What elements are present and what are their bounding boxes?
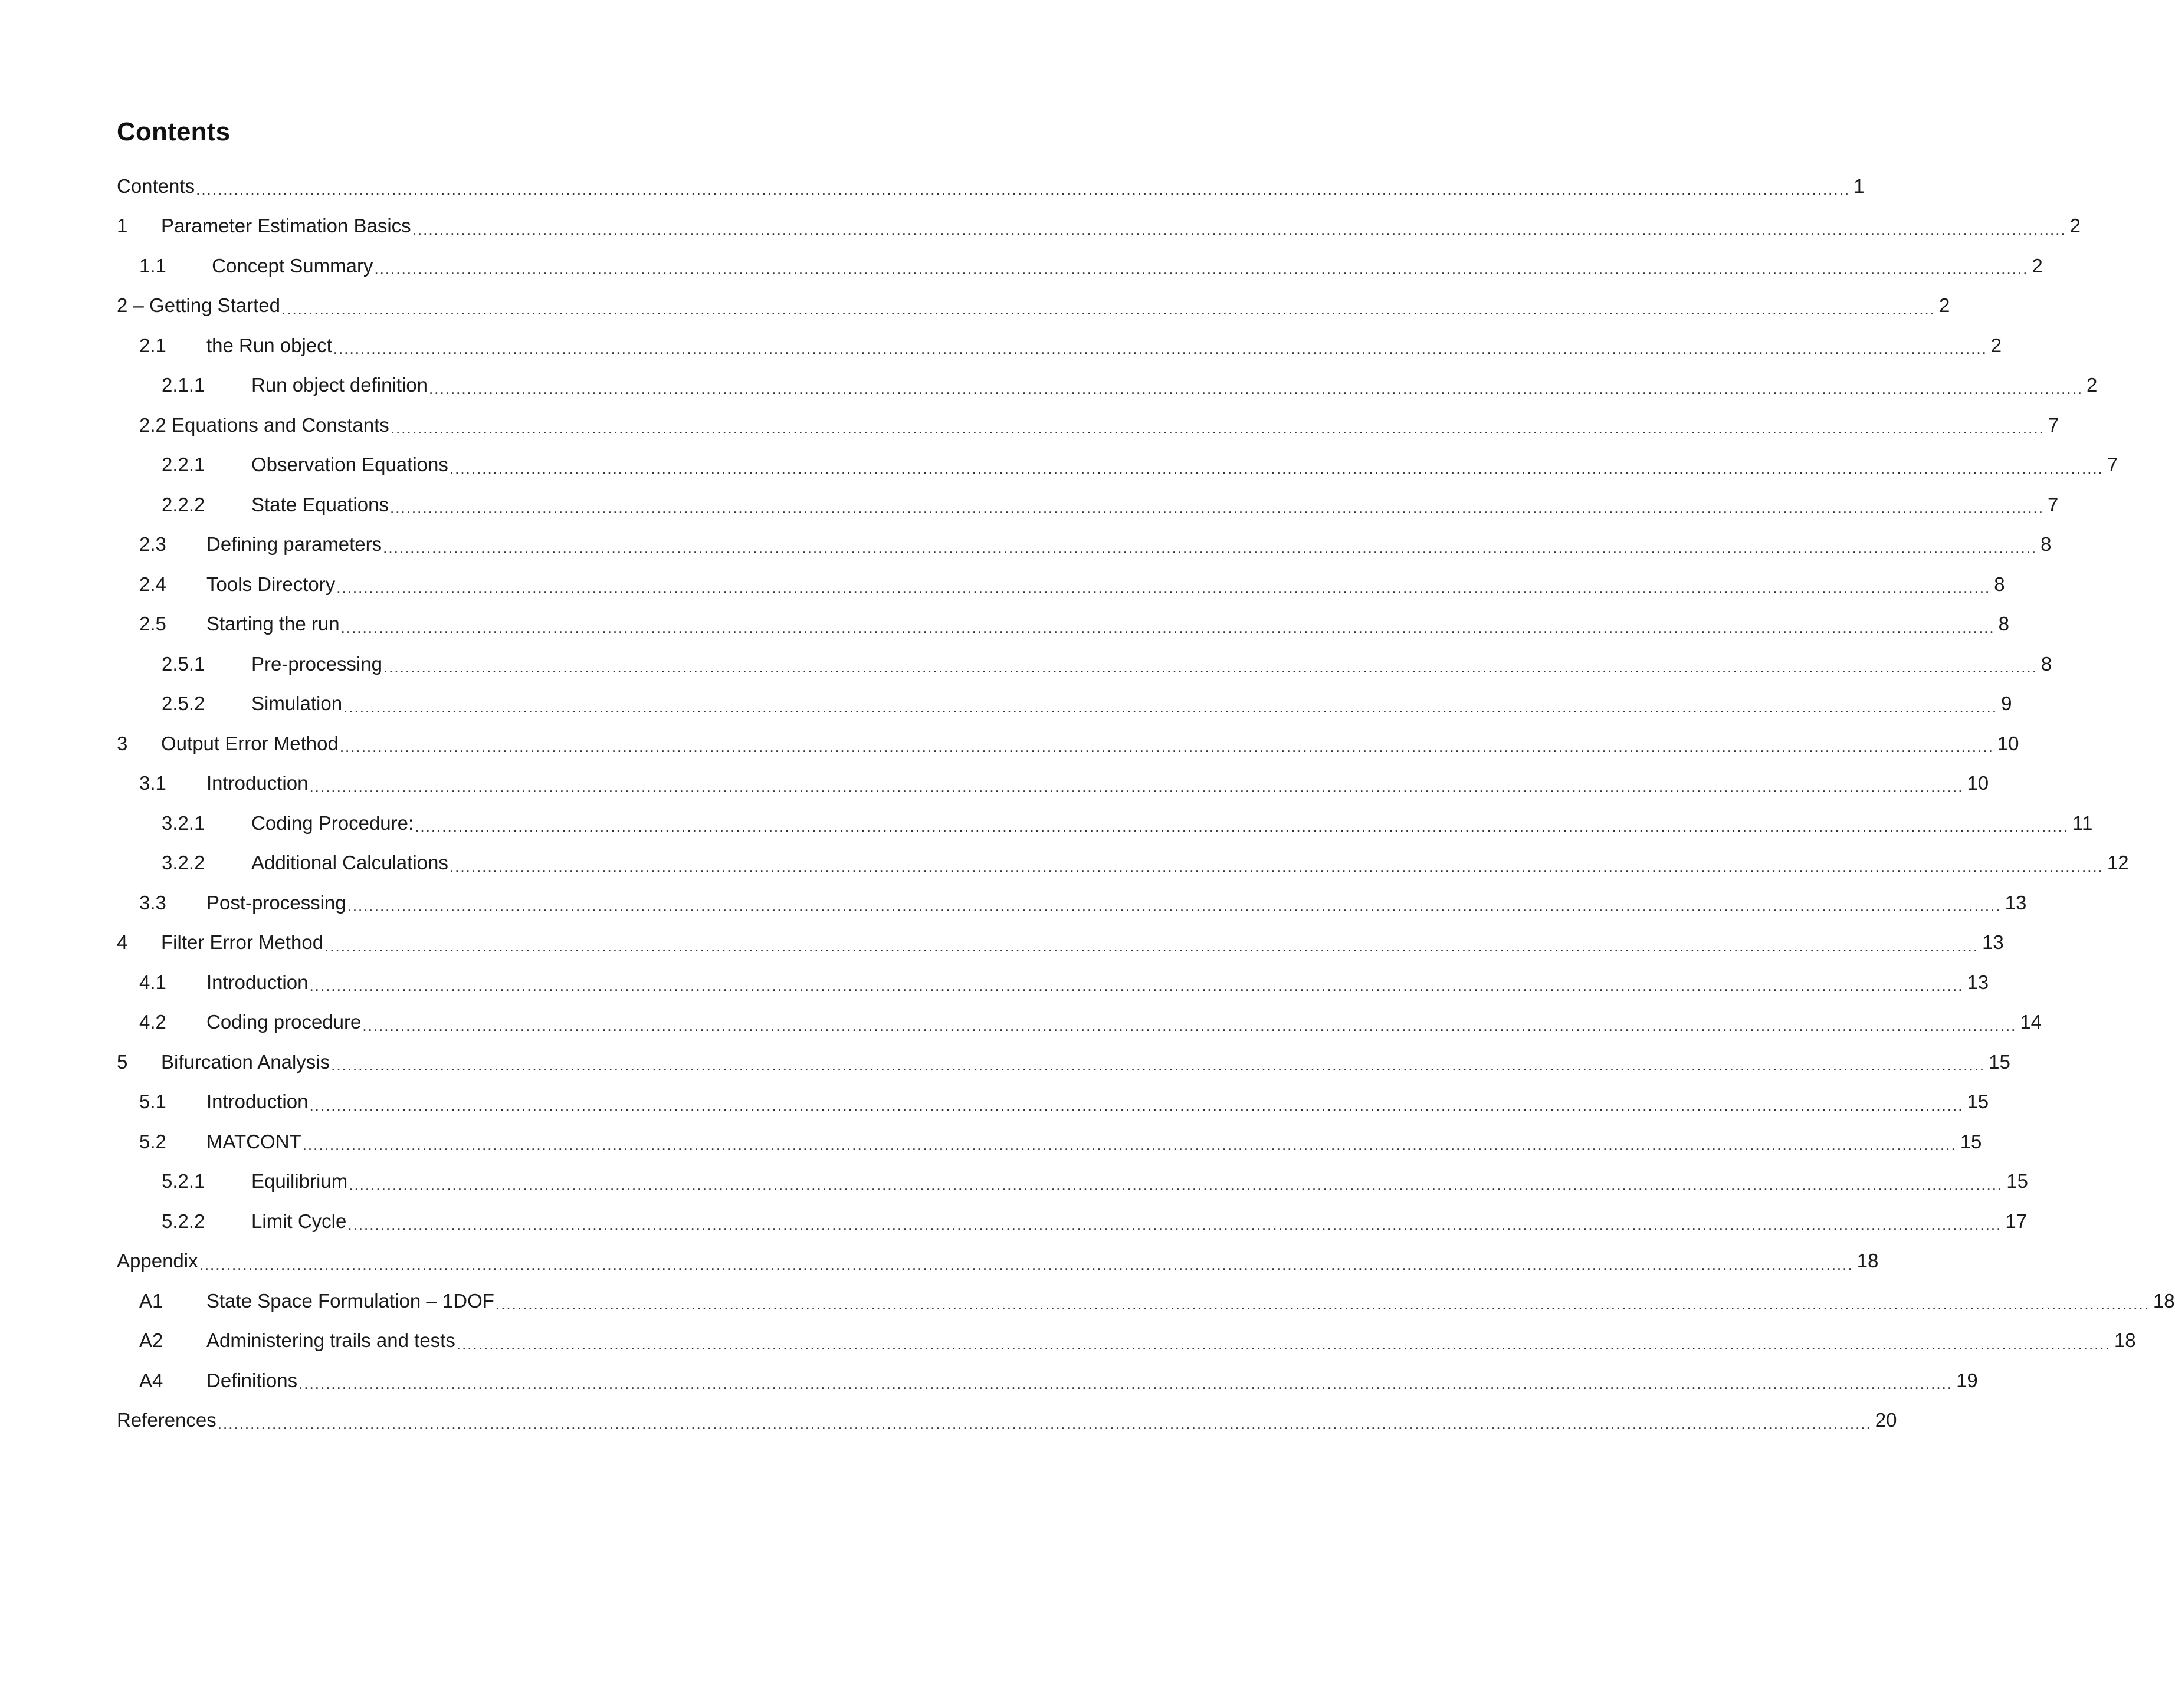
- toc-entry-page: 9: [2001, 692, 2012, 715]
- toc-entry-1[interactable]: [117, 206, 2081, 247]
- dot-leader: ................................................................................................................................................................................................................................................................................................................: [199, 1255, 1853, 1273]
- toc-entry-2-2-2[interactable]: [117, 485, 2059, 525]
- toc-entry-2-1[interactable]: [117, 326, 2002, 366]
- dot-leader: ................................................................................................................................................................................................................................................................................................................: [456, 1335, 2111, 1353]
- toc-entry-title: Definitions: [206, 1369, 298, 1391]
- toc-entry-number: 2.5.1: [162, 652, 205, 675]
- dot-leader: ................................................................................................................................................................................................................................................................................................................: [298, 1375, 1953, 1393]
- toc-entry-title: Concept Summary: [206, 254, 373, 277]
- toc-entry-2-5-2[interactable]: [117, 684, 2012, 724]
- dot-leader: ................................................................................................................................................................................................................................................................................................................: [449, 857, 2104, 875]
- toc-entry-title: References: [117, 1409, 216, 1431]
- dot-leader: ................................................................................................................................................................................................................................................................................................................: [331, 1056, 1986, 1075]
- toc-entry-2-5-1[interactable]: [117, 644, 2052, 684]
- toc-entry-title: MATCONT: [206, 1130, 301, 1152]
- toc-entry-page: 2: [2032, 254, 2043, 277]
- toc-entry-number: 2.5: [139, 613, 166, 635]
- dot-leader: ................................................................................................................................................................................................................................................................................................................: [495, 1295, 2150, 1313]
- toc-entry-page: 2: [2087, 374, 2098, 396]
- toc-entry-5-2-1[interactable]: [117, 1162, 2028, 1202]
- toc-entry-page: 8: [2041, 652, 2052, 675]
- toc-entry-number: 3: [117, 732, 128, 754]
- toc-entry-page: 18: [2153, 1289, 2175, 1312]
- toc-entry-title: Observation Equations: [251, 454, 448, 476]
- toc-entry-title: State Space Formulation – 1DOF: [206, 1289, 494, 1312]
- toc-entry-title: Post-processing: [206, 891, 346, 914]
- dot-leader: ................................................................................................................................................................................................................................................................................................................: [347, 1216, 2002, 1234]
- dot-leader: ................................................................................................................................................................................................................................................................................................................: [309, 1096, 1964, 1114]
- dot-leader: ................................................................................................................................................................................................................................................................................................................: [339, 738, 1994, 756]
- toc-entry-2-2[interactable]: [117, 405, 2059, 445]
- toc-entry-page: 19: [1956, 1369, 1978, 1391]
- toc-entry-3[interactable]: [117, 724, 2019, 764]
- toc-entry-page: 2: [1939, 294, 1950, 317]
- toc-entry-a1[interactable]: [117, 1281, 2175, 1321]
- dot-leader: ................................................................................................................................................................................................................................................................................................................: [449, 459, 2104, 477]
- toc-entry-title: Coding Procedure:: [251, 812, 414, 834]
- dot-leader: ................................................................................................................................................................................................................................................................................................................: [309, 977, 1964, 995]
- toc-entry-3-3[interactable]: [117, 883, 2027, 923]
- toc-entry-contents[interactable]: [117, 166, 1865, 206]
- toc-entry-page: 8: [1998, 613, 2009, 635]
- toc-entry-title: Additional Calculations: [251, 852, 448, 874]
- toc-entry-number: 1: [117, 215, 128, 237]
- toc-entry-title: Coding procedure: [206, 1011, 362, 1033]
- toc-entry-appendix[interactable]: [117, 1241, 1879, 1282]
- toc-entry-references[interactable]: [117, 1401, 1897, 1441]
- toc-entry-number: A1: [139, 1289, 163, 1312]
- toc-entry-page: 13: [2005, 891, 2027, 914]
- toc-entry-page: 18: [1856, 1250, 1879, 1272]
- toc-entry-page: 17: [2005, 1210, 2028, 1232]
- toc-entry-title: Introduction: [206, 772, 309, 794]
- toc-entry-title: Parameter Estimation Basics: [161, 215, 411, 237]
- toc-entry-title: Limit Cycle: [251, 1210, 347, 1232]
- toc-entry-number: 2.1: [139, 334, 166, 356]
- toc-entry-3-2-1[interactable]: [117, 803, 2093, 843]
- dot-leader: ................................................................................................................................................................................................................................................................................................................: [343, 698, 1998, 716]
- toc-entry-number: 2.3: [139, 533, 166, 556]
- toc-entry-page: 11: [2072, 812, 2093, 834]
- toc-entry-number: A2: [139, 1329, 163, 1352]
- toc-entry-title: Output Error Method: [161, 732, 339, 754]
- toc-entry-number: 1.1: [139, 254, 166, 277]
- toc-entry-title: Tools Directory: [206, 573, 336, 595]
- dot-leader: ................................................................................................................................................................................................................................................................................................................: [362, 1016, 2017, 1034]
- toc-entry-page: 13: [1967, 971, 1989, 993]
- toc-entry-page: 15: [2006, 1170, 2028, 1193]
- dot-leader: ................................................................................................................................................................................................................................................................................................................: [390, 499, 2044, 517]
- toc-entry-page: 12: [2107, 852, 2129, 874]
- toc-entry-page: 10: [1997, 732, 2019, 754]
- dot-leader: ................................................................................................................................................................................................................................................................................................................: [340, 618, 1995, 636]
- dot-leader: ................................................................................................................................................................................................................................................................................................................: [390, 419, 2045, 438]
- dot-leader: ................................................................................................................................................................................................................................................................................................................: [336, 579, 1991, 597]
- toc-entry-number: 5.2.1: [162, 1170, 205, 1193]
- toc-entry-page: 8: [1994, 573, 2005, 595]
- toc-entry-4[interactable]: [117, 923, 2004, 963]
- toc-entry-title: Administering trails and tests: [206, 1329, 455, 1352]
- dot-leader: ................................................................................................................................................................................................................................................................................................................: [415, 817, 2069, 836]
- toc-entry-title: Appendix: [117, 1250, 198, 1272]
- toc-entry-a4[interactable]: [117, 1361, 1978, 1401]
- toc-entry-5-2[interactable]: [117, 1122, 1982, 1162]
- toc-entry-page: 2: [2069, 215, 2081, 237]
- toc-entry-a2[interactable]: [117, 1321, 2136, 1361]
- toc-entry-title: 2.2 Equations and Constants: [139, 413, 389, 436]
- toc-entry-3-1[interactable]: [117, 764, 1989, 804]
- toc-entry-title: Defining parameters: [206, 533, 382, 556]
- toc-entry-number: A4: [139, 1369, 163, 1391]
- toc-entry-title: Starting the run: [206, 613, 340, 635]
- toc-entry-number: 2.4: [139, 573, 166, 595]
- toc-entry-number: 4.1: [139, 971, 166, 993]
- toc-entry-page: 8: [2041, 533, 2052, 556]
- toc-entry-number: 2.2.1: [162, 454, 205, 476]
- toc-entry-title: State Equations: [251, 493, 389, 515]
- toc-entry-title: Contents: [117, 175, 195, 197]
- toc-entry-title: Bifurcation Analysis: [161, 1050, 330, 1073]
- dot-leader: ................................................................................................................................................................................................................................................................................................................: [196, 180, 1851, 199]
- toc-entry-5[interactable]: [117, 1042, 2010, 1082]
- toc-entry-page: 15: [1960, 1130, 1982, 1152]
- dot-leader: ................................................................................................................................................................................................................................................................................................................: [412, 220, 2066, 238]
- toc-entry-number: 2.2.2: [162, 493, 205, 515]
- toc-entry-number: 5: [117, 1050, 128, 1073]
- dot-leader: ................................................................................................................................................................................................................................................................................................................: [281, 300, 1935, 318]
- dot-leader: ................................................................................................................................................................................................................................................................................................................: [309, 777, 1964, 796]
- toc-entry-title: 2 – Getting Started: [117, 294, 281, 317]
- dot-leader: ................................................................................................................................................................................................................................................................................................................: [347, 897, 2002, 915]
- table-of-contents: [117, 166, 2175, 1440]
- dot-leader: ................................................................................................................................................................................................................................................................................................................: [383, 538, 2038, 557]
- toc-entry-number: 2.5.2: [162, 692, 205, 715]
- dot-leader: ................................................................................................................................................................................................................................................................................................................: [349, 1175, 2003, 1194]
- toc-entry-page: 15: [1967, 1091, 1989, 1113]
- dot-leader: ................................................................................................................................................................................................................................................................................................................: [374, 260, 2029, 278]
- dot-leader: ................................................................................................................................................................................................................................................................................................................: [302, 1136, 1957, 1154]
- toc-entry-4-1[interactable]: [117, 963, 1989, 1003]
- toc-entry-number: 4: [117, 931, 128, 954]
- toc-entry-title: Equilibrium: [251, 1170, 348, 1193]
- toc-entry-5-1[interactable]: [117, 1082, 1989, 1122]
- toc-entry-number: 3.2.1: [162, 812, 205, 834]
- toc-entry-2-2-1[interactable]: [117, 445, 2118, 485]
- toc-entry-2-4[interactable]: [117, 564, 2005, 605]
- toc-entry-title: Introduction: [206, 971, 309, 993]
- toc-entry-page: 18: [2114, 1329, 2136, 1352]
- toc-entry-page: 7: [2048, 413, 2059, 436]
- toc-entry-title: Introduction: [206, 1091, 309, 1113]
- toc-entry-number: 2.1.1: [162, 374, 205, 396]
- dot-leader: ................................................................................................................................................................................................................................................................................................................: [217, 1414, 1872, 1433]
- toc-entry-title: Pre-processing: [251, 652, 382, 675]
- toc-entry-number: 3.3: [139, 891, 166, 914]
- page-title: Contents: [117, 117, 231, 146]
- toc-entry-page: 7: [2107, 454, 2118, 476]
- toc-entry-number: 5.1: [139, 1091, 166, 1113]
- toc-entry-page: 13: [1982, 931, 2004, 954]
- toc-entry-page: 7: [2047, 493, 2059, 515]
- toc-entry-5-2-2[interactable]: [117, 1201, 2028, 1241]
- toc-entry-title: Run object definition: [251, 374, 428, 396]
- toc-entry-title: the Run object: [206, 334, 332, 356]
- toc-entry-4-2[interactable]: [117, 1003, 2042, 1043]
- dot-leader: ................................................................................................................................................................................................................................................................................................................: [333, 340, 1987, 358]
- toc-entry-page: 14: [2020, 1011, 2042, 1033]
- toc-entry-number: 3.2.2: [162, 852, 205, 874]
- toc-entry-2[interactable]: [117, 286, 1950, 326]
- toc-entry-number: 5.2.2: [162, 1210, 205, 1232]
- toc-entry-number: 5.2: [139, 1130, 166, 1152]
- toc-entry-title: Simulation: [251, 692, 343, 715]
- toc-entry-page: 2: [1990, 334, 2002, 356]
- toc-entry-page: 1: [1853, 175, 1865, 197]
- toc-entry-page: 15: [1989, 1050, 2010, 1073]
- toc-entry-page: 20: [1875, 1409, 1897, 1431]
- toc-entry-title: Filter Error Method: [161, 931, 324, 954]
- toc-entry-2-1-1[interactable]: [117, 366, 2098, 406]
- toc-entry-number: 4.2: [139, 1011, 166, 1033]
- toc-entry-page: 10: [1967, 772, 1989, 794]
- toc-entry-2-3[interactable]: [117, 525, 2052, 565]
- toc-entry-3-2-2[interactable]: [117, 843, 2129, 883]
- dot-leader: ................................................................................................................................................................................................................................................................................................................: [324, 937, 1979, 955]
- dot-leader: ................................................................................................................................................................................................................................................................................................................: [429, 379, 2084, 398]
- toc-entry-1-1[interactable]: [117, 246, 2043, 286]
- toc-entry-number: 3.1: [139, 772, 166, 794]
- dot-leader: ................................................................................................................................................................................................................................................................................................................: [383, 658, 2038, 676]
- toc-entry-2-5[interactable]: [117, 605, 2009, 645]
